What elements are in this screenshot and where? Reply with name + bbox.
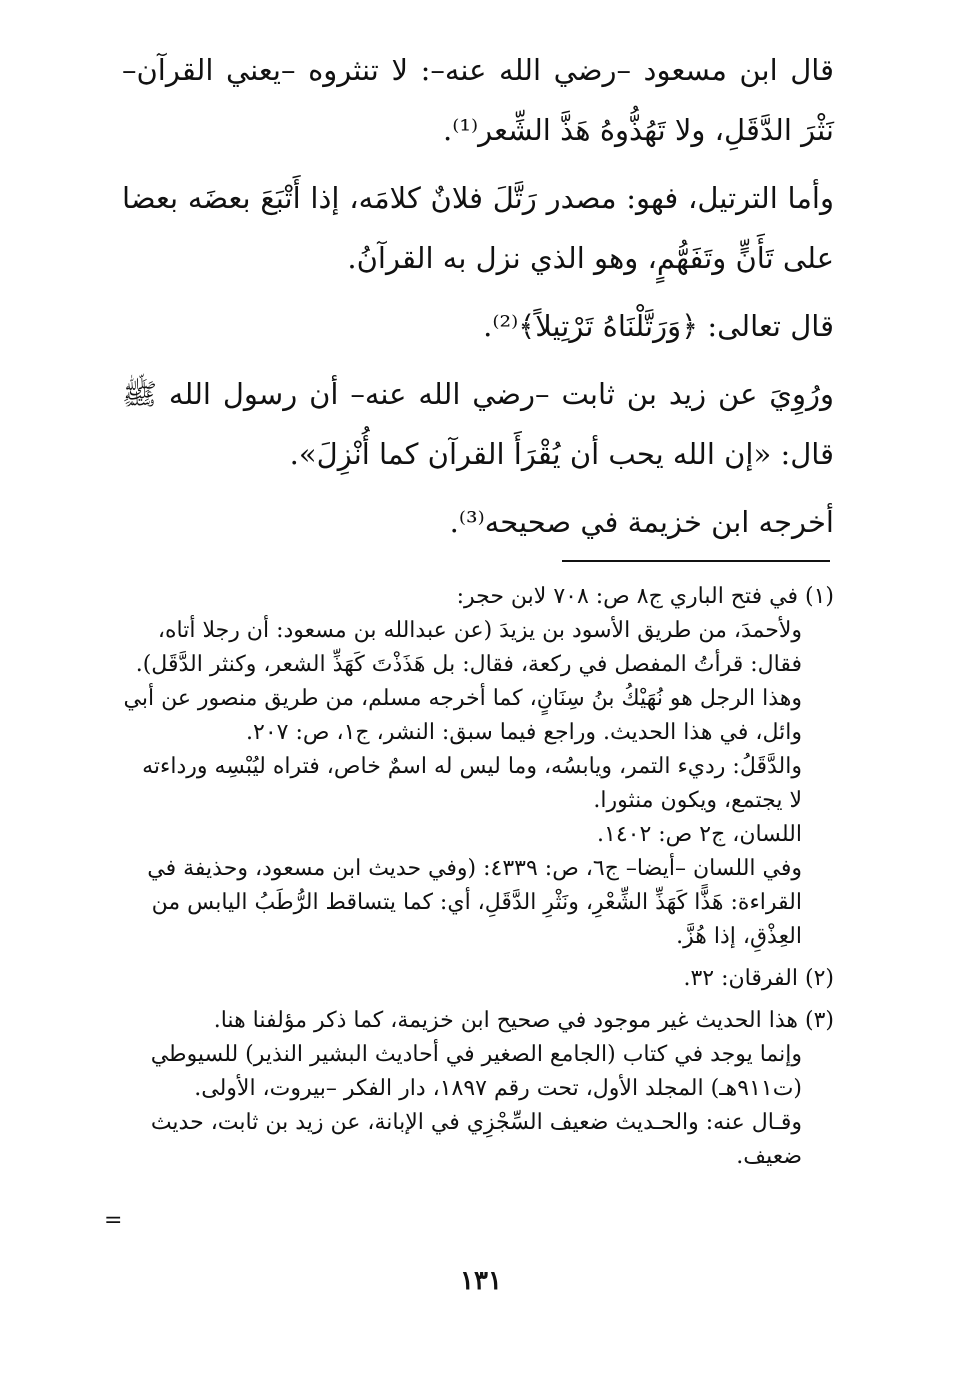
footnote-line: لا يجتمع، ويكون منثورا. <box>593 788 802 813</box>
footnote-line: وهذا الرجل هو نُهَيْكُ بنُ سِنَانٍ، كما أخرجه مسلم، من طريق منصور عن أبي <box>123 686 802 711</box>
footnote-line: فقال: قرأتُ المفصل في ركعة، فقال: بل هَذَذْتَ كَهَذِّ الشعر، وكنثر الدَّقَل). <box>135 652 802 677</box>
footnote-line: (١) في فتح الباري ج٨ ص: ٧٠٨ لابن حجر: <box>456 584 834 609</box>
footnote-line: والدَّقَلُ: رديء التمر، ويابسُه، وما ليس له اسمٌ خاص، فتراه ليُبْسِه ورداءته <box>142 754 802 779</box>
footnote-line: وفي اللسان –أيضا– ج٦، ص: ٤٣٣٩: (وفي حديث ابن مسعود، وحذيفة في <box>147 856 802 881</box>
paragraph-tartil-definition: وأما الترتيل، فهو: مصدر رَتَّلَ فلانٌ كلامَه، إذا أَتْبَعَ بعضَه بعضا على تَأَنٍّ وتَفَهُّمٍ، وهو الذي نزل به القرآنُ. <box>122 181 834 275</box>
footnote-line: القراءة: هَذًّا كَهَذِّ الشِّعْرِ، ونَثْرِ الدَّقَلِ، أي: كما يتساقط الرُّطَبُ اليابس من <box>151 890 802 915</box>
footnote-line: اللسان، ج٢ ص: ١٤٠٢. <box>597 822 802 847</box>
page-number: ١٣١ <box>460 1266 502 1296</box>
footnote-line: ضعيف. <box>736 1144 802 1169</box>
paragraph-ibn-masud: قال ابن مسعود –رضي الله عنه–: لا تنثروه –يعني القرآن– نَثْرَ الدَّقَلِ، ولا تَهُذُّوهُ هَذَّ الشِّعر⁽¹⁾. <box>122 53 834 147</box>
footnote-line: (ت٩١١هـ) المجلد الأول، تحت رقم ١٨٩٧، دار الفكر –بيروت، الأولى. <box>194 1076 802 1101</box>
footnote-3 <box>122 1004 834 1174</box>
footnotes <box>122 580 834 1182</box>
footnote-1 <box>122 580 834 954</box>
footnote-2 <box>122 962 834 996</box>
footnote-line: (٣) هذا الحديث غير موجود في صحيح ابن خزيمة، كما ذكر مؤلفنا هنا. <box>213 1008 834 1033</box>
footnote-separator <box>562 560 830 562</box>
paragraph-hadith: ورُوِيَ عن زيد بن ثابت –رضي الله عنه– أن رسول الله ﷺ قال: «إن الله يحب أن يُقْرَأَ القرآن كما أُنْزِلَ». <box>122 377 834 471</box>
paragraph-source: أخرجه ابن خزيمة في صحيحه⁽³⁾. <box>449 505 834 539</box>
footnote-line: وقـال عنه: والحـديث ضعيف السِّجْزِي في الإبانة، عن زيد بن ثابت، حديث <box>150 1110 802 1135</box>
footnote-line: وائل، في هذا الحديث. وراجع فيما سبق: النشر، ج١، ص: ٢٠٧. <box>246 720 802 745</box>
main-text <box>122 40 834 552</box>
paragraph-quran-verse: قال تعالى: ﴿وَرَتَّلْنَاهُ تَرْتِيلاً﴾⁽²⁾. <box>483 309 834 343</box>
footnote-line: ولأحمدَ، من طريق الأسود بن يزيدَ (عن عبدالله بن مسعود: أن رجلا أتاه، <box>157 618 802 643</box>
footnote-line: (٢) الفرقان: ٣٢. <box>683 966 834 991</box>
footnote-line: وإنما يوجد في كتاب (الجامع الصغير في أحاديث البشير النذير) للسيوطي <box>150 1042 802 1067</box>
continuation-mark: = <box>104 1208 123 1233</box>
footnote-line: العِذْقِ، إذا هُزَّ. <box>676 924 802 949</box>
